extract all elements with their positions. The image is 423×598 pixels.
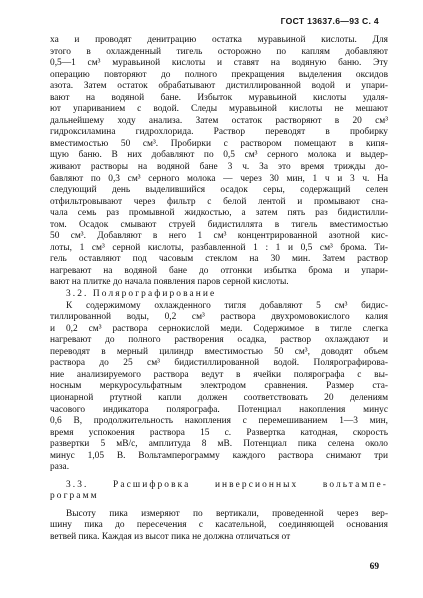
text-line: 3.3. Расшифровка инверсионных вольтампе- bbox=[66, 479, 388, 490]
text-line: живают растворы на водяной бане 3 ч. За это время трижды до- bbox=[50, 162, 388, 173]
text-line: отфильтровывают через фильтр с белой лентой и промывают сна- bbox=[50, 196, 388, 207]
document-body bbox=[50, 35, 388, 544]
text-line: вают на водяной бане. Избыток муравьиной кислоты удаля- bbox=[50, 92, 388, 103]
text-line: тиллированной воды, 0,2 см³ раствора двухромовокислого калия bbox=[50, 312, 388, 323]
text-line: ют упариванием с водой. Следы муравьиной кислоты не мешают bbox=[50, 104, 388, 115]
text-line: дальнейшему ходу анализа. Затем остаток растворяют в 20 см³ bbox=[50, 115, 388, 126]
paragraph-polarography bbox=[50, 301, 388, 474]
page-number: 69 bbox=[369, 562, 379, 572]
text-line: К содержимому охлажденного тигля добавляют 5 см³ бидис- bbox=[66, 300, 388, 311]
text-line: нагревают до полного растворения осадка, раствор охлаждают и bbox=[50, 335, 388, 346]
text-line: следующий день выделившийся осадок серы, содержащий селен bbox=[50, 185, 388, 196]
text-line: и 0,2 см³ раствора сернокислой меди. Содержимое в тигле слегка bbox=[50, 323, 388, 334]
text-line: часового индикатора полярографа. Потенциал накопления минус bbox=[50, 404, 388, 415]
text-line: нагревают на водяной бане до отгонки избытка брома и упари- bbox=[50, 265, 388, 276]
text-line: носным меркуросульфатным электродом сравнения. Размер ста- bbox=[50, 381, 388, 392]
text-line: раствора до 25 см³ бидистиллированной водой. Полярографирова- bbox=[50, 358, 388, 369]
text-line: раза. bbox=[50, 462, 70, 473]
text-line: 0,5—1 см³ муравьиной кислоты и ставят на водяную баню. Эту bbox=[50, 58, 388, 69]
text-line: время успокоения раствора 15 с. Развертка катодная, скорость bbox=[50, 427, 388, 438]
paragraph-denitration bbox=[50, 35, 388, 289]
text-line: гель оставляют под часовым стеклом на 30 мин. Затем раствор bbox=[50, 254, 388, 265]
section-heading-polarography: 3.2. Полярографирование bbox=[66, 289, 217, 300]
text-line: 50 см³. Добавляют в него 1 см³ концентрированной азотной кис- bbox=[50, 231, 388, 242]
paragraph-peak-height bbox=[50, 509, 388, 544]
text-line: щую баню. В них добавляют по 0,5 см³ серного молока и выдер- bbox=[50, 150, 388, 161]
text-line: вают на плитке до начала появления паров серной кислоты. bbox=[50, 277, 289, 288]
text-line: Высоту пика измеряют по вертикали, проведенной через вер- bbox=[66, 508, 388, 519]
text-line: вместимостью 50 см³. Пробирки с раствором помещают в кипя- bbox=[50, 138, 388, 149]
text-line: гидроксиламина гидрохлорида. Раствор переводят в пробирку bbox=[50, 127, 388, 138]
text-line: лоты, 1 см³ серной кислоты, разбавленной 1 : 1 и 0,5 см³ брома. Ти- bbox=[50, 242, 388, 253]
text-line: том. Осадок смывают струей бидистиллята в тигель вместимостью bbox=[50, 219, 388, 230]
text-line: шину пика до пересечения с касательной, соединяющей основания bbox=[50, 520, 388, 531]
text-line: ха и проводят денитрацию остатка муравьиной кислоты. Для bbox=[50, 35, 388, 45]
text-line: минус 1,05 В. Вольтамперограмму каждого раствора снимают три bbox=[50, 450, 388, 461]
text-line: ние анализируемого раствора ведут в ячейки полярографа с вы- bbox=[50, 369, 388, 380]
text-line: этого в охлажденный тигель осторожно по каплям добавляют bbox=[50, 46, 388, 57]
text-line: 0,6 В, продолжительность накопления с перемешиванием 1—3 мин, bbox=[50, 416, 388, 427]
text-line: чала семь раз промывной жидкостью, а затем пять раз бидистилли- bbox=[50, 208, 388, 219]
text-line: переводят в мерный цилиндр вместимостью 50 см³, доводят объем bbox=[50, 346, 388, 357]
text-line: развертки 5 мВ/с, амплитуда 8 мВ. Потенциал пика селена около bbox=[50, 439, 388, 450]
text-line: азота. Затем остаток обрабатывают дистиллированной водой и упари- bbox=[50, 81, 388, 92]
text-line: ветвей пика. Каждая из высот пика не должна отличаться от bbox=[50, 531, 291, 542]
text-line: бавляют по 0,3 см³ серного молока — через 30 мин, 1 ч и 3 ч. На bbox=[50, 173, 388, 184]
text-line: ционарной ртутной капли должен соответствовать 20 делениям bbox=[50, 392, 388, 403]
text-line: рограмм bbox=[50, 491, 99, 502]
text-line: операцию повторяют до полного прекращения выделения оксидов bbox=[50, 69, 388, 80]
page-header: ГОСТ 13637.6—93 С. 4 bbox=[280, 16, 379, 26]
section-heading-decoding bbox=[50, 480, 388, 503]
